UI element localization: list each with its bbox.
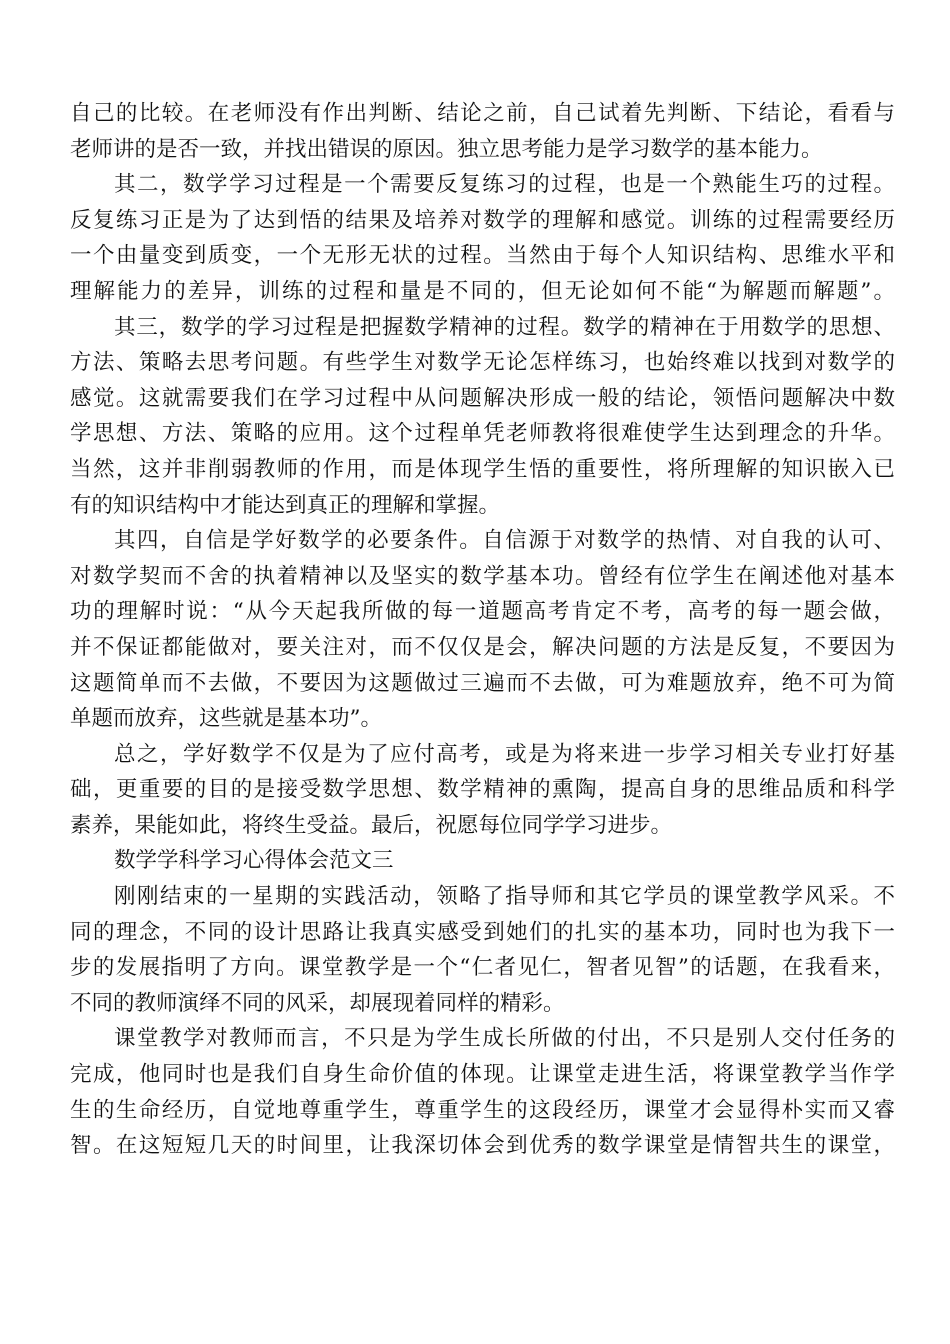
text-line: 同的理念，不同的设计思路让我真实感受到她们的扎实的基本功，同时也为我下一 <box>70 919 895 945</box>
text-line: 功的理解时说：“从今天起我所做的每一道题高考肯定不考，高考的每一题会做， <box>70 599 895 625</box>
text-line: 理解能力的差异，训练的过程和量是不同的，但无论如何不能“为解题而解题”。 <box>70 278 895 304</box>
text-line: 其三，数学的学习过程是把握数学精神的过程。数学的精神在于用数学的思想、 <box>114 314 895 340</box>
text-line: 老师讲的是否一致，并找出错误的原因。独立思考能力是学习数学的基本能力。 <box>70 136 823 162</box>
text-line: 础，更重要的目的是接受数学思想、数学精神的熏陶，提高自身的思维品质和科学 <box>70 777 895 803</box>
text-line: 当然，这并非削弱教师的作用，而是体现学生悟的重要性，将所理解的知识嵌入已 <box>70 456 895 482</box>
text-line: 感觉。这就需要我们在学习过程中从问题解决形成一般的结论，领悟问题解决中数 <box>70 385 895 411</box>
text-line: 并不保证都能做对，要关注对，而不仅仅是会，解决问题的方法是反复，不要因为 <box>70 634 895 660</box>
text-line: 素养，果能如此，将终生受益。最后，祝愿每位同学学习进步。 <box>70 812 673 838</box>
text-line: 其二，数学学习过程是一个需要反复练习的过程，也是一个熟能生巧的过程。 <box>114 172 895 198</box>
text-line: 完成，他同时也是我们自身生命价值的体现。让课堂走进生活，将课堂教学当作学 <box>70 1062 895 1088</box>
text-line: 方法、策略去思考问题。有些学生对数学无论怎样练习，也始终难以找到对数学的 <box>70 350 895 376</box>
text-line: 这题简单而不去做，不要因为这题做过三遍而不去做，可为难题放弃，绝不可为简 <box>70 670 895 696</box>
text-line: 刚刚结束的一星期的实践活动，领略了指导师和其它学员的课堂教学风采。不 <box>114 884 895 910</box>
document-page <box>70 96 895 1164</box>
text-line: 自己的比较。在老师没有作出判断、结论之前，自己试着先判断、下结论，看看与 <box>70 101 895 126</box>
text-line: 一个由量变到质变，一个无形无状的过程。当然由于每个人知识结构、思维水平和 <box>70 243 895 269</box>
text-line: 不同的教师演绎不同的风采，却展现着同样的精彩。 <box>70 990 565 1016</box>
text-line: 智。在这短短几天的时间里，让我深切体会到优秀的数学课堂是情智共生的课堂， <box>70 1133 895 1159</box>
text-line: 反复练习正是为了达到悟的结果及培养对数学的理解和感觉。训练的过程需要经历 <box>70 207 895 233</box>
text-line: 单题而放弃，这些就是基本功”。 <box>70 706 382 732</box>
text-line: 步的发展指明了方向。课堂教学是一个“仁者见仁，智者见智”的话题，在我看来， <box>70 955 895 981</box>
text-line: 数学学科学习心得体会范文三 <box>114 848 394 874</box>
text-line: 学思想、方法、策略的应用。这个过程单凭老师教将很难使学生达到理念的升华。 <box>70 421 895 447</box>
text-line: 总之，学好数学不仅是为了应付高考，或是为将来进一步学习相关专业打好基 <box>114 741 895 767</box>
text-line: 课堂教学对教师而言，不只是为学生成长所做的付出，不只是别人交付任务的 <box>114 1026 895 1052</box>
text-line: 其四，自信是学好数学的必要条件。自信源于对数学的热情、对自我的认可、 <box>114 528 895 554</box>
text-line: 生的生命经历，自觉地尊重学生，尊重学生的这段经历，课堂才会显得朴实而又睿 <box>70 1097 895 1123</box>
text-line: 对数学契而不舍的执着精神以及坚实的数学基本功。曾经有位学生在阐述他对基本 <box>70 563 895 589</box>
text-line: 有的知识结构中才能达到真正的理解和掌握。 <box>70 492 501 518</box>
